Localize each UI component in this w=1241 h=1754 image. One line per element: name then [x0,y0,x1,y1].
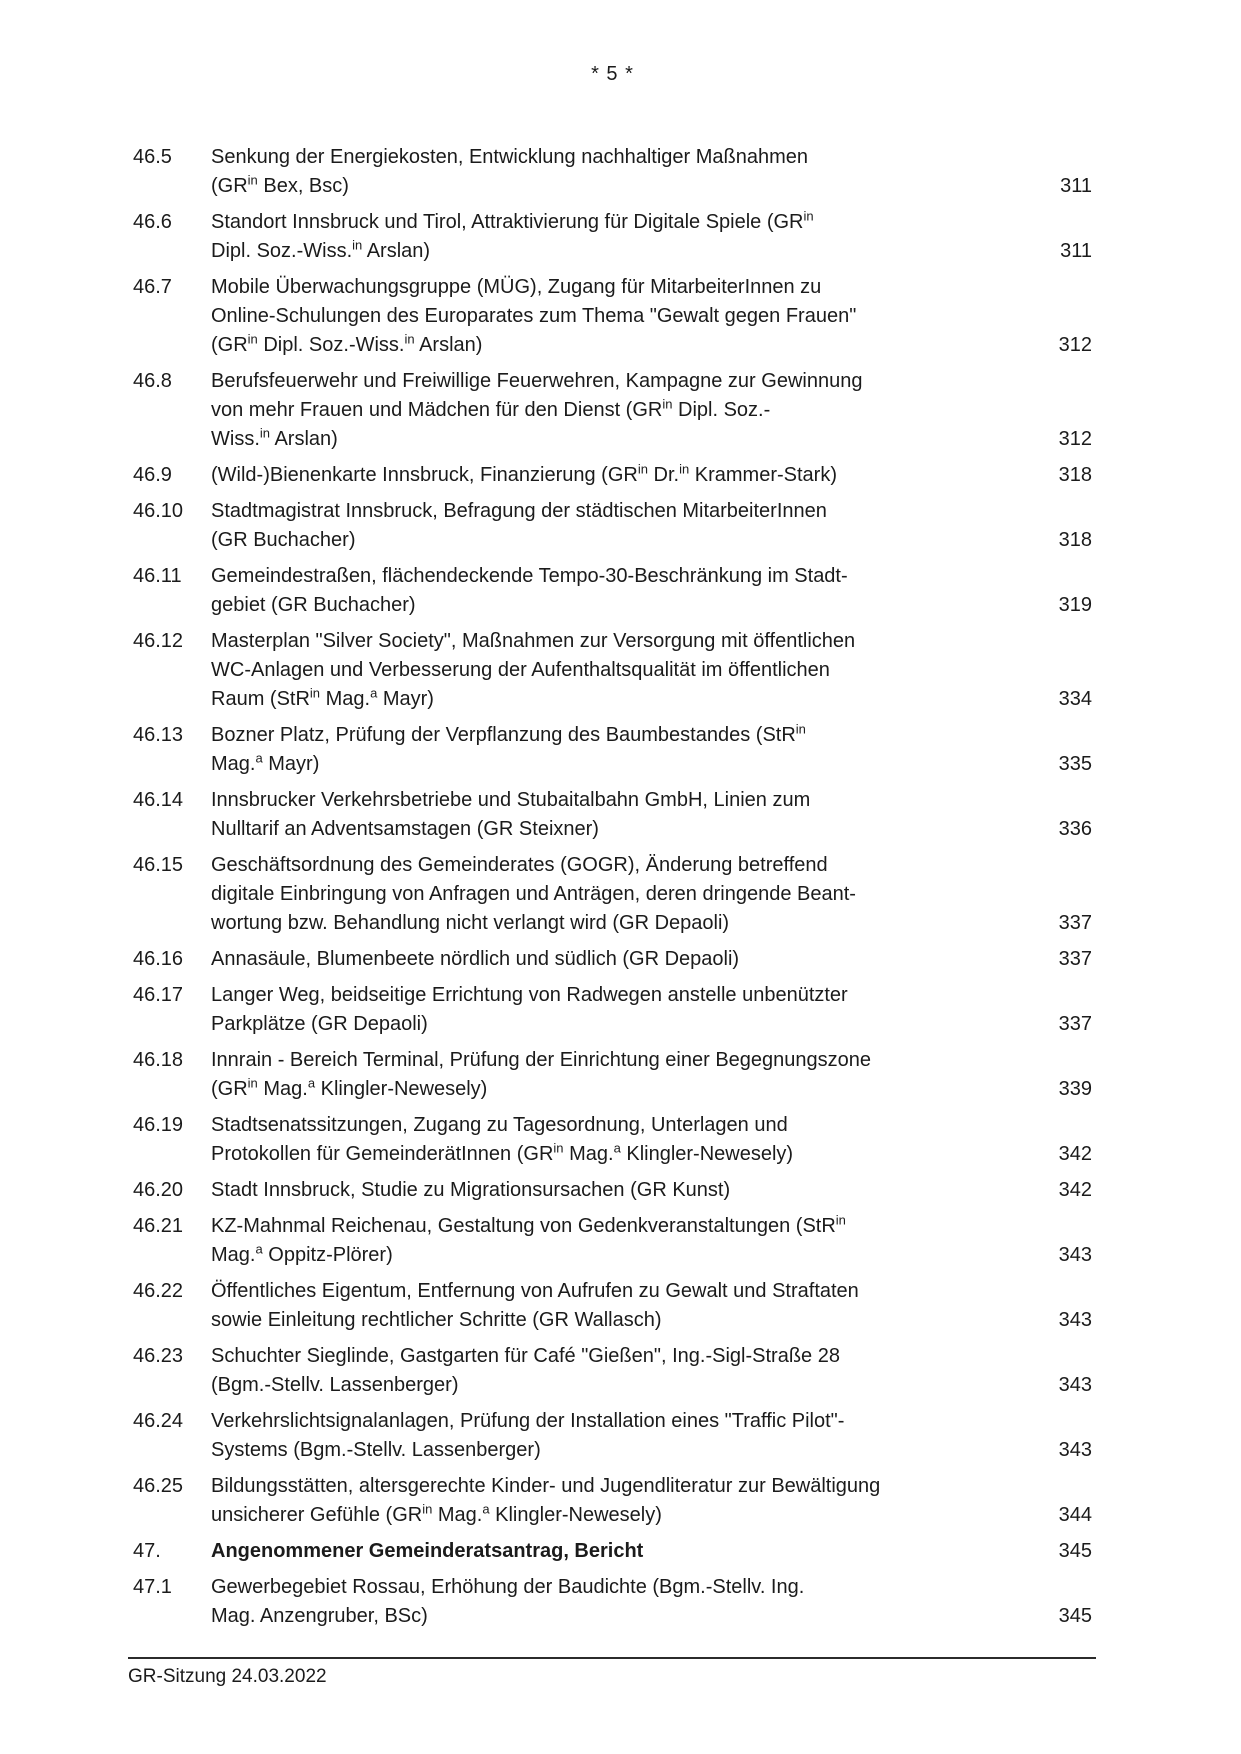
toc-entry-number: 46.6 [133,211,172,233]
toc-entry-number: 46.10 [133,500,184,522]
toc-entry-title-line: Senkung der Energiekosten, Entwicklung nachhaltiger Maßnahmen [211,146,809,168]
toc-entry-page: 318 [1058,529,1092,551]
toc-entry-title [211,273,956,360]
toc-entry-title-line: Parkplätze (GR Depaoli) [211,1013,428,1035]
superscript-suffix: in [259,425,271,441]
toc-entry-number: 46.20 [133,1179,184,1201]
toc-entry-title [211,497,956,555]
toc-entry-title [211,208,956,266]
toc-entry-number: 46.8 [133,370,172,392]
superscript-suffix: a [307,1075,316,1091]
toc-entry-number: 46.19 [133,1114,184,1136]
toc-entry [133,497,1092,555]
toc-entry-page: 337 [1058,912,1092,934]
toc-entry-page: 345 [1058,1540,1092,1562]
toc-entry-number: 46.9 [133,464,172,486]
toc-entry-title [211,1342,956,1400]
toc-entry-title-line: Online-Schulungen des Europarates zum Thema "Gewalt gegen Frauen" [211,305,857,327]
toc-entry-page: 343 [1058,1309,1092,1331]
toc-entry-title [211,851,956,938]
toc-entry [133,1277,1092,1335]
toc-entry-title-line: Öffentliches Eigentum, Entfernung von Aufrufen zu Gewalt und Straftaten [211,1280,859,1302]
superscript-suffix: in [309,685,321,701]
toc-entry-title [211,1472,956,1530]
toc-entry [133,367,1092,454]
toc-entry-title-line: KZ-Mahnmal Reichenau, Gestaltung von Gedenkveranstaltungen (StR$^{in}$ [211,1212,846,1237]
toc-entry [133,1537,1092,1566]
toc-entry-title-line: von mehr Frauen und Mädchen für den Dienst ($GR^{in}$ Dipl. Soz.- [211,396,771,421]
toc-entry-title [211,1111,956,1169]
toc-entry-title-line: (GR Buchacher) [211,529,356,551]
toc-entry-title-line: ($GR^{in}$ Dipl. Soz.-Wiss.$^{in}$ Arslan) [211,331,483,356]
toc-entry-title-line: Langer Weg, beidseitige Errichtung von Radwegen anstelle unbenützter [211,984,848,1006]
toc-entry-title-line: Stadtsenatssitzungen, Zugang zu Tagesordnung, Unterlagen und [211,1114,788,1136]
toc-entry [133,273,1092,360]
table-of-contents [133,143,1092,1638]
toc-entry-number: 46.24 [133,1410,184,1432]
toc-entry [133,945,1092,974]
superscript-suffix: in [247,331,258,347]
toc-entry-number: 46.7 [133,276,172,298]
toc-entry-title-line: Mag.$^a$ Oppitz-Plörer) [211,1241,393,1266]
toc-entry-title-line: Innrain - Bereich Terminal, Prüfung der Einrichtung einer Begegnungszone [211,1049,872,1071]
toc-entry-title-line: Geschäftsordnung des Gemeinderates (GOGR), Änderung betreffend [211,854,828,876]
toc-entry-page: 345 [1058,1605,1092,1627]
footer-session-label: GR-Sitzung 24.03.2022 [128,1666,327,1687]
toc-entry-title [211,1537,956,1566]
toc-entry-title-line: Standort Innsbruck und Tirol, Attraktivierung für Digitale Spiele ($GR^{in}$ [211,208,814,233]
toc-entry-title-line: Gewerbegebiet Rossau, Erhöhung der Baudichte (Bgm.-Stellv. Ing. [211,1576,805,1598]
toc-entry-number: 46.23 [133,1345,184,1367]
toc-entry-title-line: Gemeindestraßen, flächendeckende Tempo-30-Beschränkung im Stadt- [211,565,848,587]
toc-entry-number: 46.16 [133,948,184,970]
toc-entry-number: 46.18 [133,1049,184,1071]
toc-entry [133,461,1092,490]
toc-entry-title [211,1176,956,1205]
toc-entry-page: 312 [1058,334,1092,356]
toc-entry [133,208,1092,266]
toc-entry-title-line: Stadtmagistrat Innsbruck, Befragung der städtischen MitarbeiterInnen [211,500,827,522]
toc-entry-page: 339 [1058,1078,1092,1100]
toc-entry-title [211,945,956,974]
toc-entry [133,981,1092,1039]
toc-entry-title-line: wortung bzw. Behandlung nicht verlangt wird (GR Depaoli) [211,912,730,934]
toc-entry [133,1472,1092,1530]
toc-entry-title-line: Bozner Platz, Prüfung der Verpflanzung des Baumbestandes (StR$^{in}$ [211,721,806,746]
superscript-suffix: a [255,750,263,766]
toc-entry [133,1046,1092,1104]
toc-entry-title-line: Nulltarif an Adventsamstagen (GR Steixner) [211,818,599,840]
toc-entry-number: 46.12 [133,630,184,652]
toc-entry-title [211,1277,956,1335]
toc-entry [133,786,1092,844]
superscript-suffix: in [679,461,690,477]
superscript-suffix: in [795,721,806,737]
toc-entry-title [211,786,956,844]
toc-entry [133,1342,1092,1400]
toc-entry-title [211,1046,956,1104]
superscript-suffix: in [803,208,814,224]
toc-entry-title [211,367,956,454]
superscript-suffix: in [637,461,648,477]
toc-entry-title [211,627,956,714]
toc-entry-page: 318 [1058,464,1092,486]
toc-entry-title-line: sowie Einleitung rechtlicher Schritte (GR Wallasch) [211,1309,662,1331]
toc-entry-page: 311 [1060,240,1092,262]
toc-entry-title-line: (Bgm.-Stellv. Lassenberger) [211,1374,459,1396]
toc-entry-title-line: Raum (StR$^{in}$ Mag.$^a$ Mayr) [211,685,434,710]
superscript-suffix: a [482,1501,490,1517]
toc-entry-title-line: unsicherer Gefühle ($GR^{in}$ Mag.$^a$ Klingler-Newesely) [211,1501,662,1526]
toc-entry-title [211,721,956,779]
toc-entry-title-line: Verkehrslichtsignalanlagen, Prüfung der Installation eines "Traffic Pilot"- [211,1410,845,1432]
superscript-suffix: in [553,1140,564,1156]
toc-entry-number: 46.22 [133,1280,184,1302]
toc-entry-number: 46.21 [133,1215,184,1237]
toc-entry-page: 343 [1058,1439,1092,1461]
toc-entry-title-line: Angenommener Gemeinderatsantrag, Bericht [211,1540,644,1562]
toc-entry-title [211,1407,956,1465]
toc-entry-page: 312 [1058,428,1092,450]
superscript-suffix: in [835,1212,846,1228]
toc-entry-title-line: gebiet (GR Buchacher) [211,594,416,616]
toc-entry-title-line: Dipl. Soz.-Wiss.$^{in}$ Arslan) [211,237,431,262]
toc-entry-page: 334 [1058,688,1092,710]
superscript-suffix: in [404,331,415,347]
toc-entry-page: 336 [1058,818,1092,840]
toc-entry-title [211,1212,956,1270]
toc-entry-title-line: Bildungsstätten, altersgerechte Kinder- und Jugendliteratur zur Bewältigung [211,1475,881,1497]
toc-entry-title-line: Wiss.$^{in}$ Arslan) [211,425,338,450]
toc-entry-title [211,143,956,201]
toc-entry-title-line: (Wild-)Bienenkarte Innsbruck, Finanzierung ($GR^{in}$ Dr.$^{in}$ Krammer-Stark) [211,461,837,486]
toc-entry-number: 46.14 [133,789,184,811]
toc-entry-page: 343 [1058,1244,1092,1266]
toc-entry-number: 47.1 [133,1576,172,1598]
toc-entry-title-line: Berufsfeuerwehr und Freiwillige Feuerwehren, Kampagne zur Gewinnung [211,370,863,392]
toc-entry-title-line: Protokollen für GemeinderätInnen ($GR^{in}$ Mag.$^a$ Klingler-Newesely) [211,1140,794,1165]
superscript-suffix: a [370,685,378,701]
toc-entry-title-line: Mobile Überwachungsgruppe (MÜG), Zugang für MitarbeiterInnen zu [211,276,822,298]
superscript-suffix: in [422,1501,433,1517]
toc-entry-title-line: Annasäule, Blumenbeete nördlich und südlich (GR Depaoli) [211,948,740,970]
toc-entry-title-line: Innsbrucker Verkehrsbetriebe und Stubaitalbahn GmbH, Linien zum [211,789,811,811]
toc-entry [133,627,1092,714]
toc-entry [133,1212,1092,1270]
toc-entry-title-line: ($GR^{in}$ Mag.$^a$ Klingler-Newesely) [211,1075,488,1100]
toc-entry-page: 337 [1058,1013,1092,1035]
toc-entry-title-line: WC-Anlagen und Verbesserung der Aufenthaltsqualität im öffentlichen [211,659,830,681]
toc-entry-title [211,562,956,620]
toc-entry-title-line: digitale Einbringung von Anfragen und Anträgen, deren dringende Beant- [211,883,856,905]
toc-entry-title-line: Mag.$^a$ Mayr) [211,750,320,775]
toc-entry-title [211,981,956,1039]
toc-entry-page: 344 [1058,1504,1092,1526]
toc-entry-page: 337 [1058,948,1092,970]
toc-entry-number: 46.15 [133,854,184,876]
toc-entry [133,851,1092,938]
toc-entry-number: 47. [133,1540,161,1562]
toc-entry-number: 46.17 [133,984,184,1006]
toc-entry [133,1111,1092,1169]
toc-entry-title-line: Systems (Bgm.-Stellv. Lassenberger) [211,1439,541,1461]
toc-entry-number: 46.13 [133,724,184,746]
toc-entry [133,1407,1092,1465]
toc-entry-page: 319 [1058,594,1092,616]
superscript-suffix: in [662,396,673,412]
superscript-suffix: in [352,237,363,253]
toc-entry-title [211,461,956,490]
toc-entry-title-line: Stadt Innsbruck, Studie zu Migrationsursachen (GR Kunst) [211,1179,731,1201]
toc-entry-title-line: Masterplan "Silver Society", Maßnahmen zur Versorgung mit öffentlichen [211,630,856,652]
toc-entry-page: 335 [1058,753,1092,775]
superscript-suffix: in [247,172,258,188]
toc-entry-title [211,1573,956,1631]
toc-entry [133,721,1092,779]
superscript-suffix: a [613,1140,621,1156]
toc-entry-title-line: Mag. Anzengruber, BSc) [211,1605,428,1627]
toc-entry-number: 46.5 [133,146,172,168]
toc-entry [133,562,1092,620]
toc-entry [133,1573,1092,1631]
superscript-suffix: in [247,1075,258,1091]
toc-entry-page: 342 [1058,1179,1092,1201]
toc-entry [133,143,1092,201]
toc-entry-title-line: ($GR^{in}$ Bex, Bsc) [211,172,349,197]
toc-entry-page: 342 [1058,1143,1092,1165]
page-number-marker: * 5 * [591,63,634,85]
toc-entry-number: 46.25 [133,1475,184,1497]
toc-entry-page: 343 [1058,1374,1092,1396]
page-footer [128,1657,1096,1689]
toc-entry-number: 46.11 [133,565,182,587]
toc-entry-title-line: Schuchter Sieglinde, Gastgarten für Café "Gießen", Ing.-Sigl-Straße 28 [211,1345,840,1367]
toc-entry [133,1176,1092,1205]
toc-entry-page: 311 [1060,175,1092,197]
superscript-suffix: a [255,1241,263,1257]
